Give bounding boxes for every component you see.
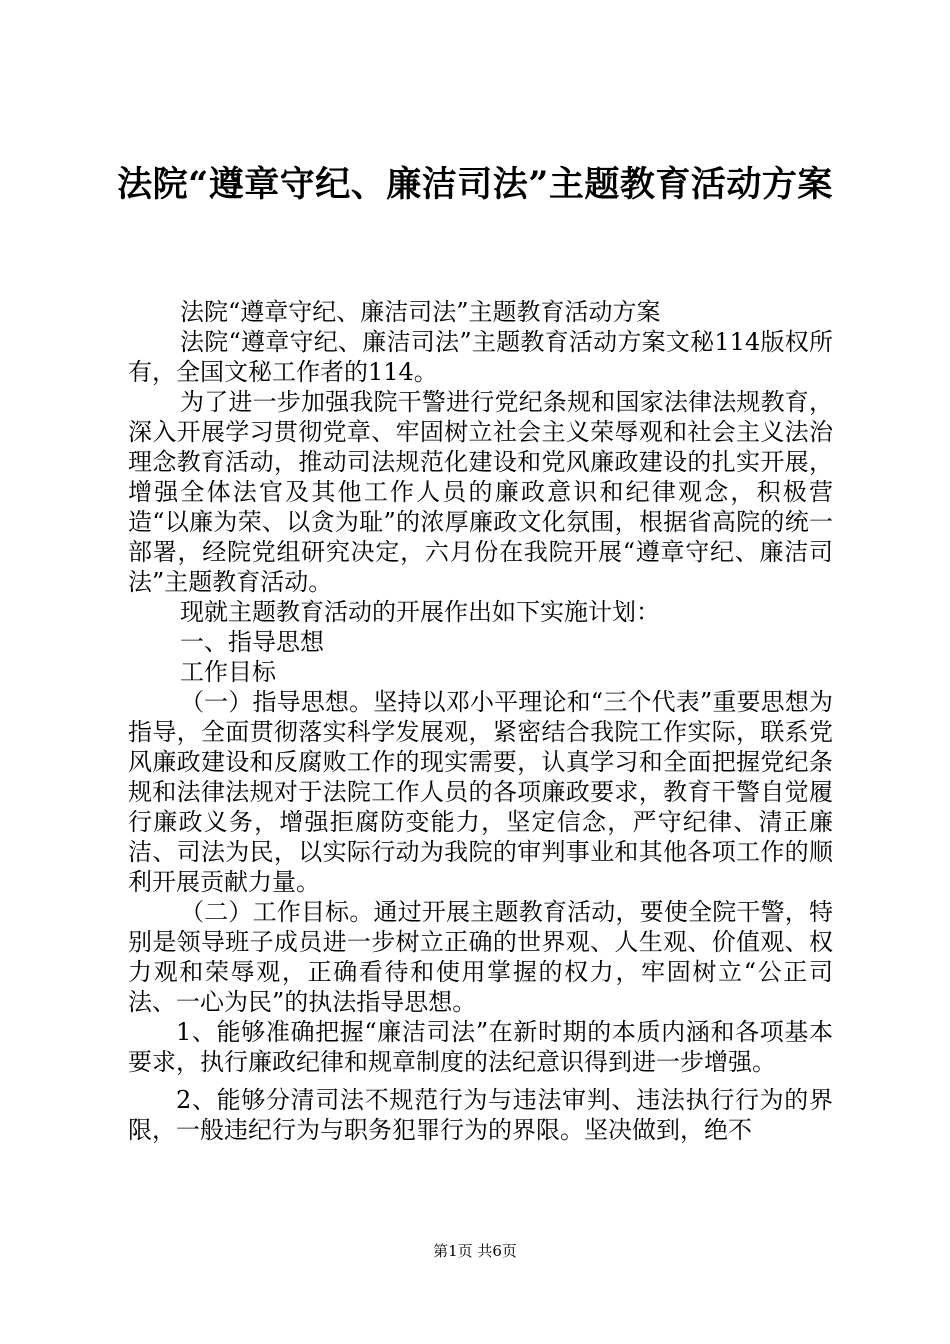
page-footer: 第1页 共6页 <box>433 1242 517 1260</box>
document-body <box>128 297 833 1145</box>
paragraph-guiding-ideology: （一）指导思想。坚持以邓小平理论和“三个代表”重要思想为指导，全面贯彻落实科学发展观，紧密结合我院工作实际，联系党风廉政建设和反腐败工作的现实需要，认真学习和全面把握党纪条规和法律法规对于法院工作人员的各项廉政要求，教育干警自觉履行廉政义务，增强拒腐防变能力，坚定信念，严守纪律、清正廉洁、司法为民，以实际行动为我院的审判事业和其他各项工作的顺利开展贡献力量。 <box>128 688 833 896</box>
section-heading-work-goals: 工作目标 <box>180 658 276 686</box>
section-heading-guiding-ideology: 一、指导思想 <box>180 628 324 656</box>
paragraph-copyright: 法院“遵章守纪、廉洁司法”主题教育活动方案文秘114版权所有，全国文秘工作者的114。 <box>128 328 833 386</box>
paragraph-introduction: 为了进一步加强我院干警进行党纪条规和国家法律法规教育，深入开展学习贯彻党章、牢固树立社会主义荣辱观和社会主义法治理念教育活动，推动司法规范化建设和党风廉政建设的扎实开展，增强全体法官及其他工作人员的廉政意识和纪律观念，积极营造“以廉为荣、以贪为耻”的浓厚廉政文化氛围，根据省高院的统一部署，经院党组研究决定，六月份在我院开展“遵章守纪、廉洁司法”主题教育活动。 <box>128 388 833 596</box>
paragraph-plan-lead: 现就主题教育活动的开展作出如下实施计划： <box>180 598 660 626</box>
paragraph-work-goals: （二）工作目标。通过开展主题教育活动，要使全院干警，特别是领导班子成员进一步树立正确的世界观、人生观、价值观、权力观和荣辱观，正确看待和使用掌握的权力，牢固树立“公正司法、一心为民”的执法指导思想。 <box>128 898 833 1016</box>
document-title: 法院“遵章守纪、廉洁司法”主题教育活动方案 <box>117 164 833 205</box>
paragraph-heading-repeat: 法院“遵章守纪、廉洁司法”主题教育活动方案 <box>180 298 661 326</box>
list-item-2: 2、能够分清司法不规范行为与违法审判、违法执行行为的界限，一般违纪行为与职务犯罪行为的界限。坚决做到，绝不 <box>128 1086 833 1144</box>
list-item-1: 1、能够准确把握“廉洁司法”在新时期的本质内涵和各项基本要求，执行廉政纪律和规章制度的法纪意识得到进一步增强。 <box>128 1018 833 1076</box>
